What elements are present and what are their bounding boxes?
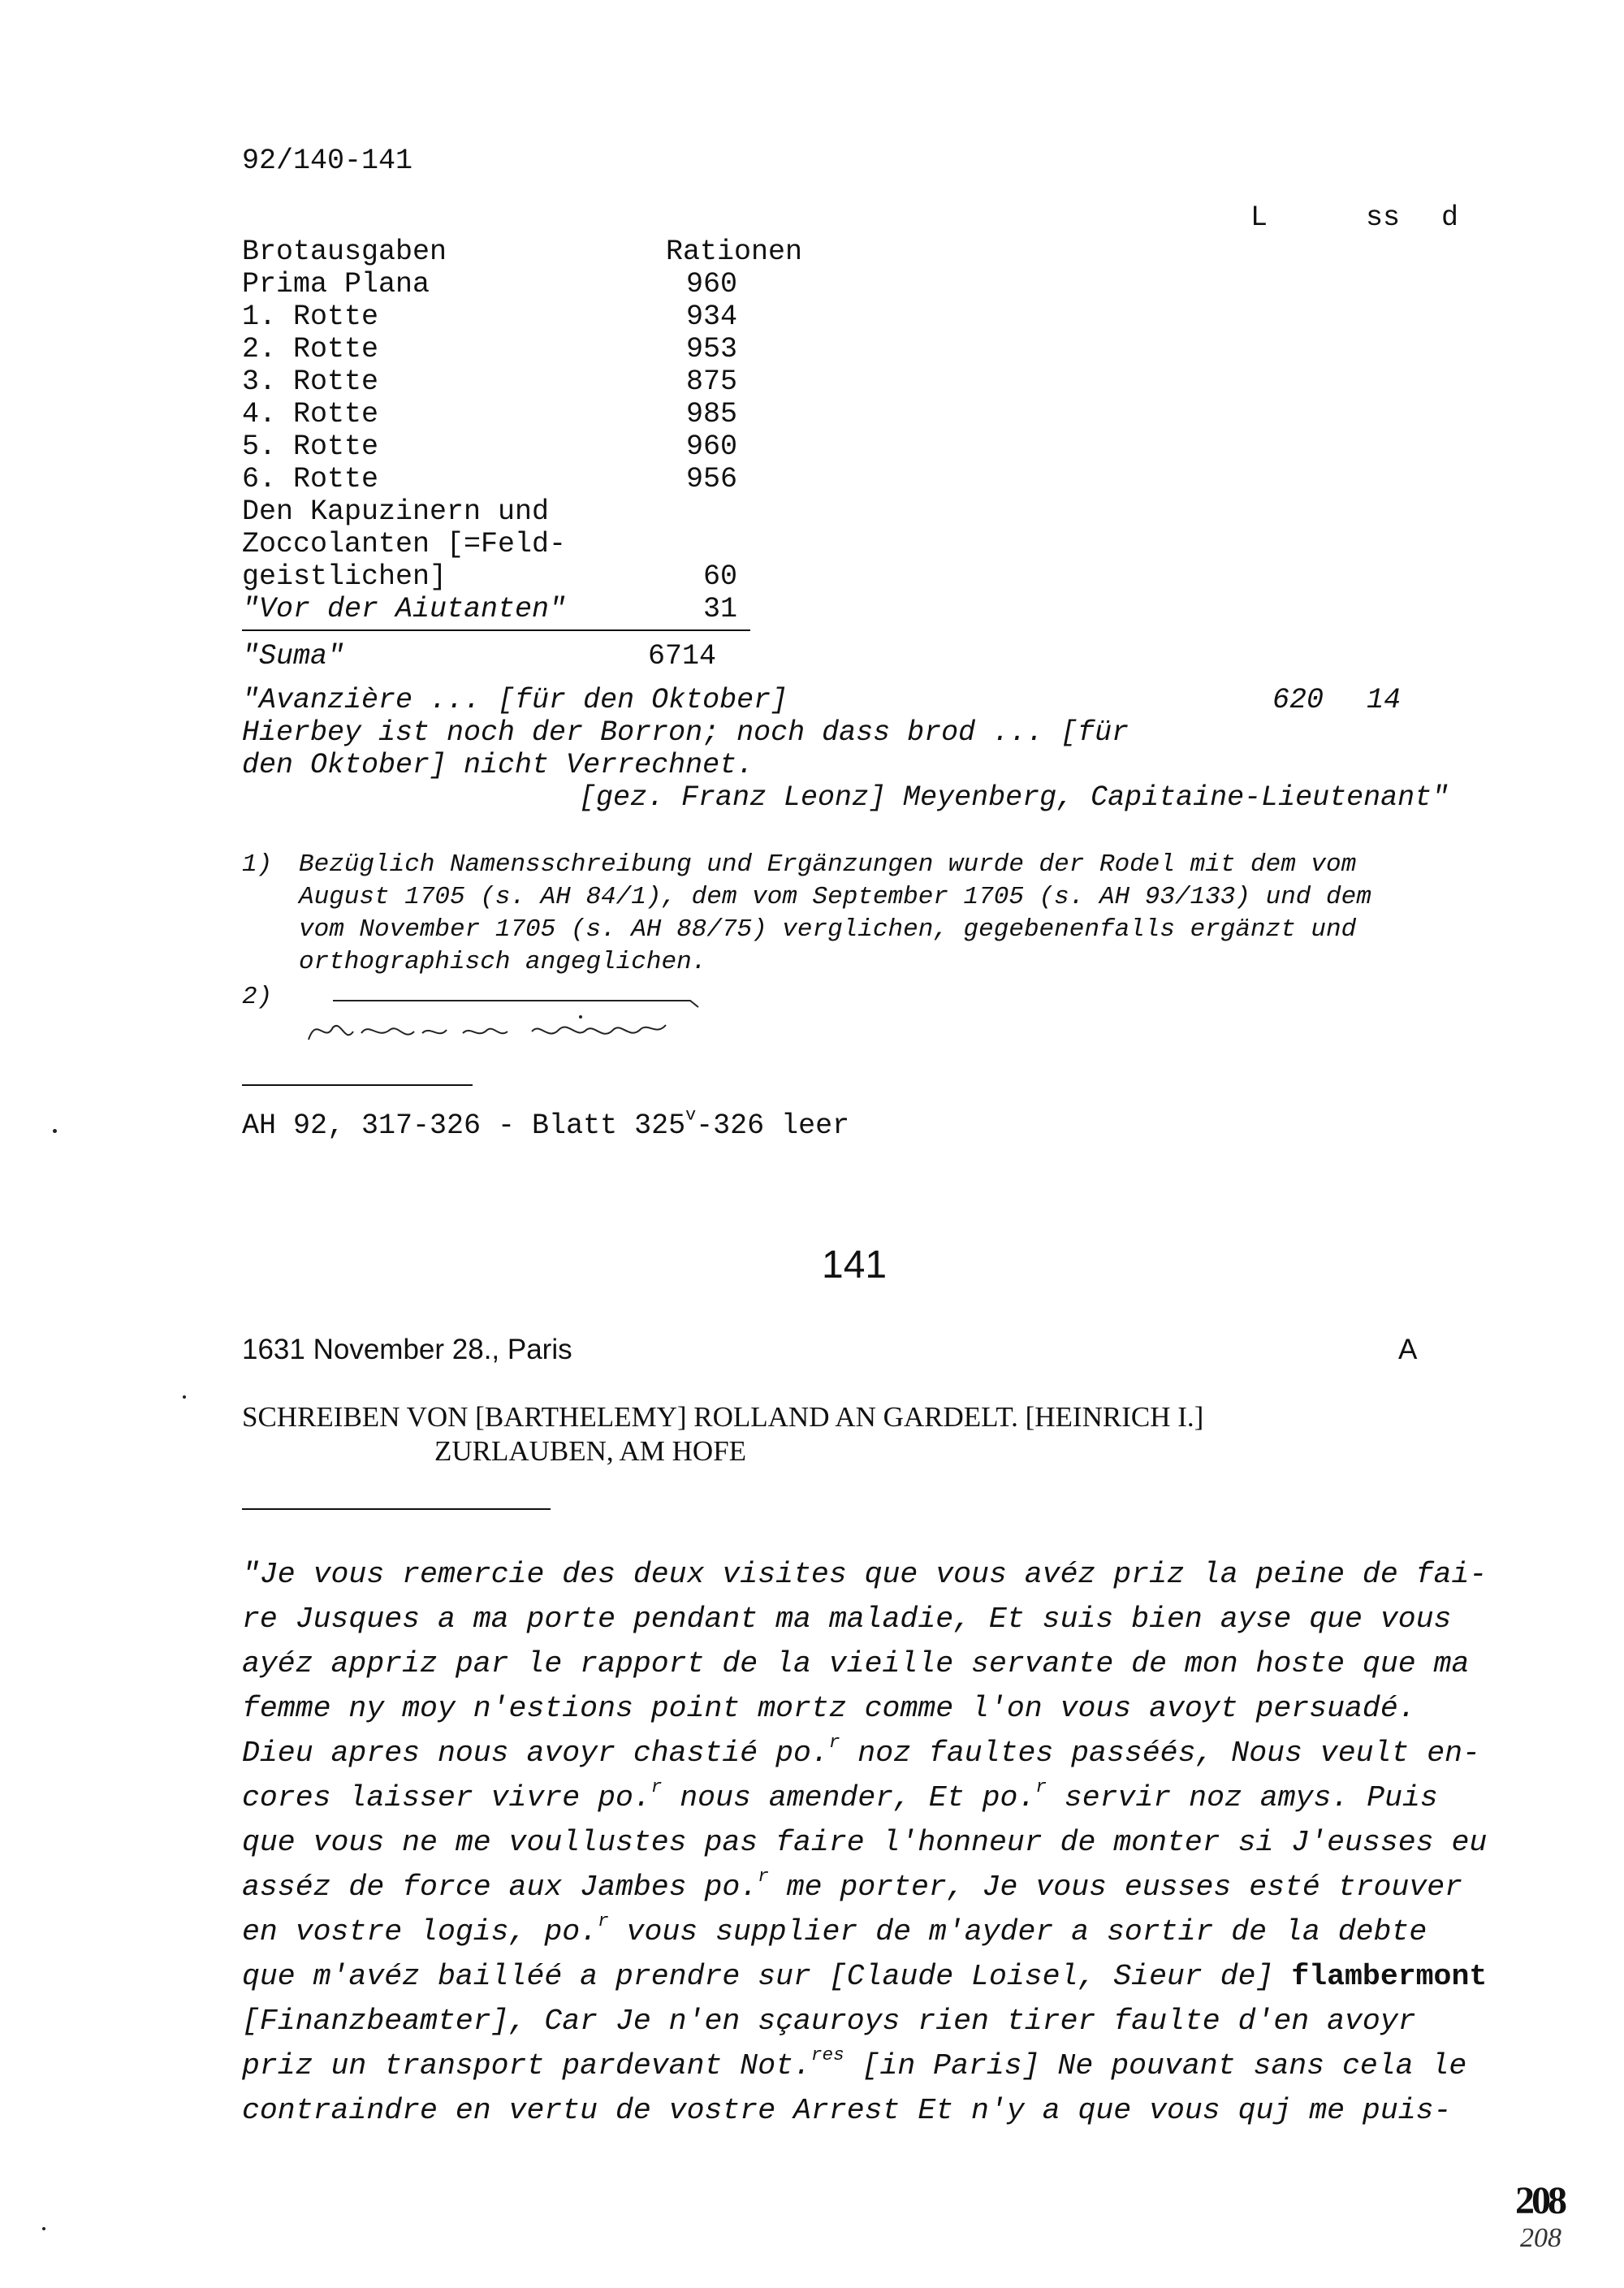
footnote-line: Bezüglich Namensschreibung und Ergänzungen wurde der Rodel mit dem vom — [299, 850, 1357, 879]
table-row-label: 5. Rotte — [242, 430, 379, 463]
letter-line: femme ny moy n'estions point mortz comme l'on vous avoyt persuadé. — [242, 1692, 1416, 1725]
table-row-label: "Vor der Aiutanten" — [242, 593, 567, 625]
source-reference — [242, 1105, 850, 1142]
avanzi-line: Hierbey ist noch der Borron; noch dass brod ... [für — [242, 716, 1129, 749]
letter-line: re Jusques a ma porte pendant ma maladie, Et suis bien ayse que vous — [242, 1602, 1452, 1636]
letter-text: nous amender, Et po. — [662, 1781, 1036, 1814]
table-row-label: 3. Rotte — [242, 365, 379, 398]
sum-label: "Suma" — [242, 640, 345, 673]
letter-line: [Finanzbeamter], Car Je n'en sçauroys rien tirer faulte d'en avoyr — [242, 2005, 1416, 2038]
table-row-value: 60 — [702, 560, 737, 593]
letter-line — [242, 1865, 1462, 1910]
letter-text: vous supplier de m'ayder a sortir de la debte — [608, 1915, 1427, 1948]
document-title: SCHREIBEN VON [BARTHELEMY] ROLLAND AN GARDELT. [HEINRICH I.] — [242, 1401, 1204, 1433]
superscript: r — [758, 1866, 769, 1888]
currency-header-d: d — [1441, 201, 1459, 234]
currency-header-l: L — [1250, 201, 1268, 234]
letter-text: [in Paris] Ne pouvant sans cela le — [844, 2049, 1467, 2083]
letter-line: "Je vous remercie des deux visites que vous avéz priz la peine de fai- — [242, 1558, 1488, 1591]
sum-rule — [242, 629, 750, 631]
table-row-label: Zoccolanten [=Feld- — [242, 528, 567, 560]
handwritten-signature-image — [300, 983, 706, 1056]
letter-line — [242, 2044, 1466, 2088]
table-row-value: 875 — [685, 365, 737, 398]
table-row-label: 1. Rotte — [242, 301, 379, 333]
scan-mark — [183, 1395, 186, 1399]
letter-text: me porter, Je vous eusses esté trouver — [768, 1871, 1463, 1904]
document-number: 141 — [822, 1243, 888, 1287]
column-header-rations: Rationen — [666, 236, 803, 268]
letter-text: asséz de force aux Jambes po. — [242, 1871, 758, 1904]
verso-superscript: v — [685, 1105, 697, 1126]
document-title-continued: ZURLAUBEN, AM HOFE — [434, 1435, 747, 1467]
scan-mark — [53, 1129, 57, 1133]
avanzi-line: "Avanzière ... [für den Oktober] — [242, 684, 788, 716]
table-row-label: 2. Rotte — [242, 333, 379, 365]
signature-line: [gez. Franz Leonz] Meyenberg, Capitaine-Lieutenant" — [579, 781, 1449, 814]
document-reference: 92/140-141 — [242, 145, 413, 177]
table-row-value: 985 — [685, 398, 737, 430]
superscript: r — [598, 1910, 609, 1932]
letter-line — [242, 1775, 1438, 1820]
letter-text: noz faultes passéés, Nous veult en- — [840, 1737, 1480, 1770]
table-row-label: 6. Rotte — [242, 463, 379, 495]
table-row-value: 934 — [685, 301, 737, 333]
table-row-value: 953 — [685, 333, 737, 365]
letter-line: ayéz appriz par le rapport de la vieille servante de mon hoste que ma — [242, 1647, 1470, 1680]
document-date-place: 1631 November 28., Paris — [242, 1334, 572, 1365]
currency-header-ss: ss — [1366, 201, 1401, 234]
column-header-item: Brotausgaben — [242, 236, 447, 268]
letter-text: que m'avéz bailléé a prendre sur [Claude Loisel, Sieur de] — [242, 1960, 1292, 1993]
table-row-value: 956 — [685, 463, 737, 495]
letter-line — [242, 1910, 1427, 1954]
avanzi-amount-ss: 14 — [1367, 684, 1402, 716]
footnote-marker: 1) — [242, 850, 273, 879]
page-number-stamp: 208 — [1515, 2179, 1564, 2222]
letter-line — [242, 1954, 1487, 1999]
table-row-label: Prima Plana — [242, 268, 430, 301]
source-text-end: -326 leer — [696, 1109, 850, 1142]
letter-bold-name: flambermont — [1291, 1960, 1488, 1993]
letter-text: en vostre logis, po. — [242, 1915, 598, 1948]
letter-line: contraindre en vertu de vostre Arrest Et n'y a que vous quj me puis- — [242, 2094, 1452, 2127]
scan-mark — [42, 2227, 45, 2230]
letter-text: cores laisser vivre po. — [242, 1781, 651, 1814]
table-row-label: Den Kapuzinern und — [242, 495, 550, 528]
superscript: r — [1035, 1776, 1047, 1798]
footnote-line: orthographisch angeglichen. — [299, 948, 707, 976]
letter-text: Dieu apres nous avoyr chastié po. — [242, 1737, 829, 1770]
table-row-value: 960 — [685, 268, 737, 301]
letter-line: que vous ne me voullustes pas faire l'honneur de monter si J'eusses eu — [242, 1826, 1488, 1859]
table-row-value: 31 — [702, 593, 737, 625]
superscript: res — [810, 2044, 844, 2066]
footnote-marker: 2) — [242, 983, 273, 1011]
letter-text: servir noz amys. Puis — [1046, 1781, 1438, 1814]
document-type-marker: A — [1398, 1334, 1418, 1365]
title-divider — [242, 1508, 551, 1510]
footnote-line: vom November 1705 (s. AH 88/75) verglichen, gegebenenfalls ergänzt und — [299, 915, 1357, 944]
avanzi-amount-l: 620 — [1272, 684, 1324, 716]
superscript: r — [828, 1732, 840, 1754]
footnote-line: August 1705 (s. AH 84/1), dem vom September 1705 (s. AH 93/133) und dem — [299, 883, 1371, 911]
table-row-value: 960 — [685, 430, 737, 463]
table-row-label: geistlichen] — [242, 560, 447, 593]
letter-line — [242, 1731, 1480, 1775]
page-number-handwritten: 208 — [1520, 2223, 1561, 2253]
source-text: AH 92, 317-326 - Blatt 325 — [242, 1109, 686, 1142]
avanzi-line: den Oktober] nicht Verrechnet. — [242, 749, 754, 781]
table-row-label: 4. Rotte — [242, 398, 379, 430]
letter-text: priz un transport pardevant Not. — [242, 2049, 811, 2083]
superscript: r — [650, 1776, 663, 1798]
section-divider — [242, 1084, 473, 1086]
sum-value: 6714 — [648, 640, 717, 673]
